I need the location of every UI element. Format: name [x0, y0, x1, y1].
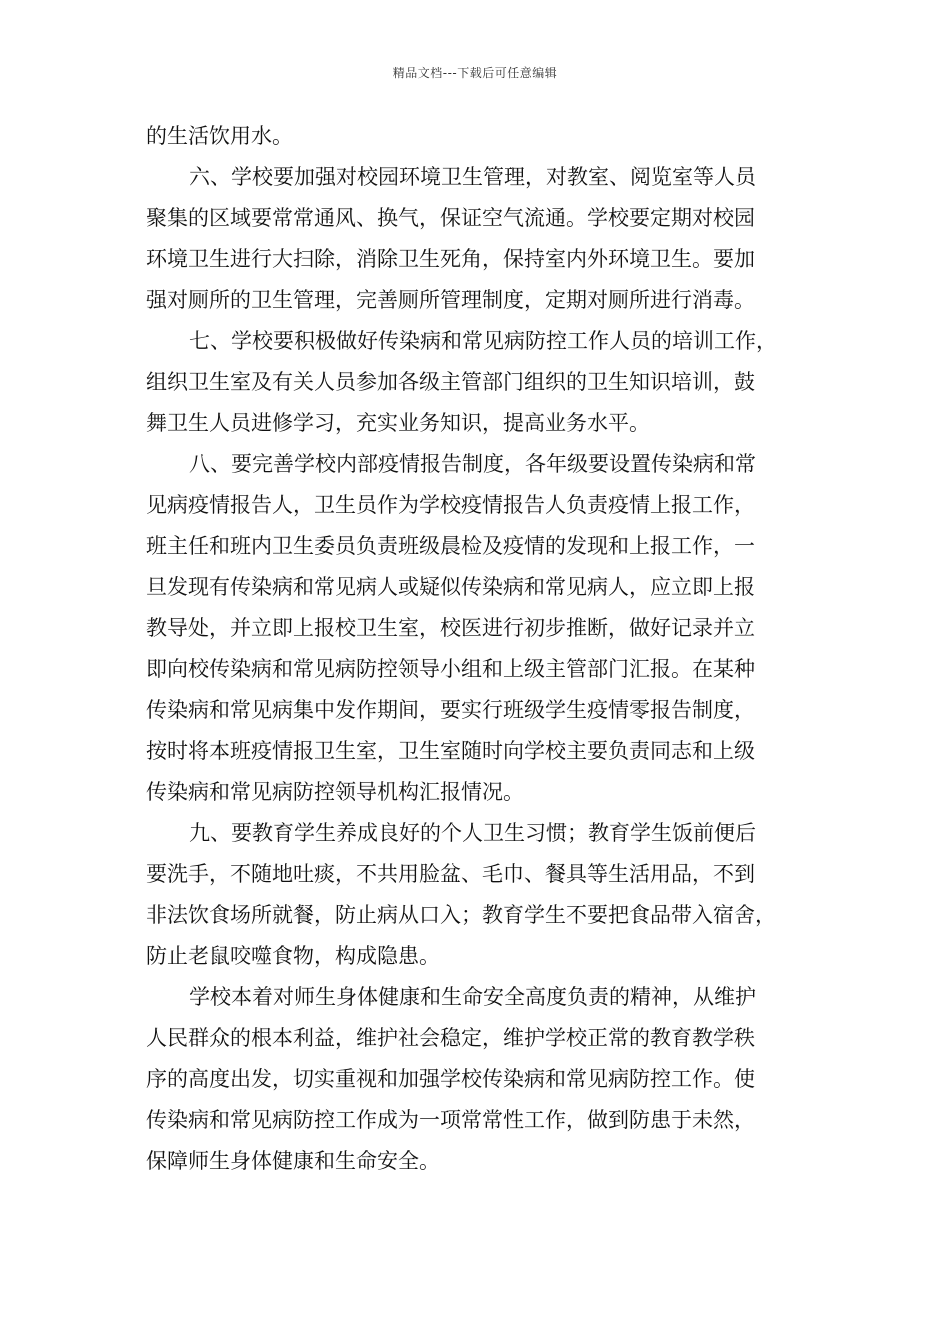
text-line: 非法饮食场所就餐，防止病从口入；教育学生不要把食品带入宿舍，	[146, 903, 776, 927]
text-line: 人民群众的根本利益，维护社会稳定，维护学校正常的教育教学秩	[146, 1026, 755, 1050]
text-line: 传染病和常见病防控工作成为一项常常性工作，做到防患于未然，	[146, 1108, 755, 1132]
text-line: 环境卫生进行大扫除，消除卫生死角，保持室内外环境卫生。要加	[146, 247, 755, 271]
text-line: 防止老鼠咬噬食物，构成隐患。	[146, 944, 440, 968]
text-line: 组织卫生室及有关人员参加各级主管部门组织的卫生知识培训，鼓	[146, 370, 755, 394]
text-line: 的生活饮用水。	[146, 124, 293, 148]
text-line: 强对厕所的卫生管理，完善厕所管理制度，定期对厕所进行消毒。	[146, 288, 755, 312]
text-line: 九、要教育学生养成良好的个人卫生习惯；教育学生饭前便后	[189, 821, 756, 845]
text-line: 七、学校要积极做好传染病和常见病防控工作人员的培训工作，	[189, 329, 777, 353]
text-line: 传染病和常见病集中发作期间，要实行班级学生疫情零报告制度，	[146, 698, 755, 722]
text-line: 教导处，并立即上报校卫生室，校医进行初步推断，做好记录并立	[146, 616, 755, 640]
text-line: 聚集的区域要常常通风、换气，保证空气流通。学校要定期对校园	[146, 206, 755, 230]
document-body	[146, 116, 830, 1182]
text-line: 六、学校要加强对校园环境卫生管理，对教室、阅览室等人员	[189, 165, 756, 189]
text-line: 学校本着对师生身体健康和生命安全高度负责的精神，从维护	[189, 985, 756, 1009]
page-header: 精品文档---下载后可任意编辑	[392, 66, 558, 80]
text-line: 即向校传染病和常见病防控领导小组和上级主管部门汇报。在某种	[146, 657, 755, 681]
text-line: 班主任和班内卫生委员负责班级晨检及疫情的发现和上报工作，一	[146, 534, 755, 558]
text-line: 传染病和常见病防控领导机构汇报情况。	[146, 780, 524, 804]
text-line: 旦发现有传染病和常见病人或疑似传染病和常见病人，应立即上报	[146, 575, 755, 599]
text-line: 舞卫生人员进修学习，充实业务知识，提高业务水平。	[146, 411, 650, 435]
text-line: 要洗手，不随地吐痰，不共用脸盆、毛巾、餐具等生活用品，不到	[146, 862, 755, 886]
text-line: 序的高度出发，切实重视和加强学校传染病和常见病防控工作。使	[146, 1067, 755, 1091]
text-line: 八、要完善学校内部疫情报告制度，各年级要设置传染病和常	[189, 452, 756, 476]
text-line: 按时将本班疫情报卫生室，卫生室随时向学校主要负责同志和上级	[146, 739, 755, 763]
text-line: 保障师生身体健康和生命安全。	[146, 1149, 440, 1173]
text-line: 见病疫情报告人，卫生员作为学校疫情报告人负责疫情上报工作，	[146, 493, 755, 517]
